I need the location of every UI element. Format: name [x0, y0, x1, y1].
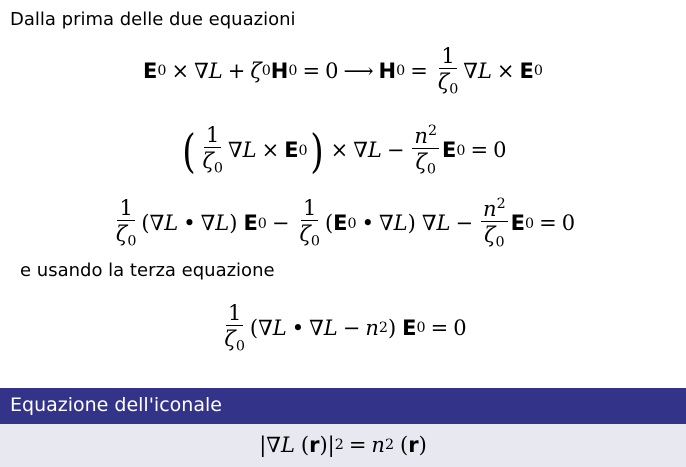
block-title: Equazione dell'iconale [0, 388, 686, 424]
middle-text: e usando la terza equazione [20, 260, 275, 281]
block-body [0, 424, 686, 467]
equation-1: E 0 × ∇ L + ζ 0 H 0 = 0 ⟶ H 0 = $\frac{1}{\zeta_0}$ ∇ L × E 0 [143, 44, 543, 98]
iconal-equation-block [0, 388, 686, 467]
iconal-equation: | ∇ L ( r ) | 2 = n 2 ( r ) [259, 433, 427, 457]
intro-text: Dalla prima delle due equazioni [10, 9, 296, 30]
equation-4: $\frac{1}{\zeta_0}$ ( ∇ L • ∇ L − n 2 ) E 0 = 0 [224, 301, 467, 355]
equation-3: $\frac{1}{\zeta_0}$ ( ∇ L • ∇ L ) E 0 − $\frac{1}{\zeta_0}$ ( E 0 • ∇ L ) ∇ L − $\frac{n^2}{\zeta_0}$ E 0 = 0 [115, 196, 576, 251]
equation-2: ( $\frac{1}{\zeta_0}$ ∇ L × E 0 ) × ∇ L − $\frac{n^2}{\zeta_0}$ E 0 = 0 [181, 123, 507, 178]
